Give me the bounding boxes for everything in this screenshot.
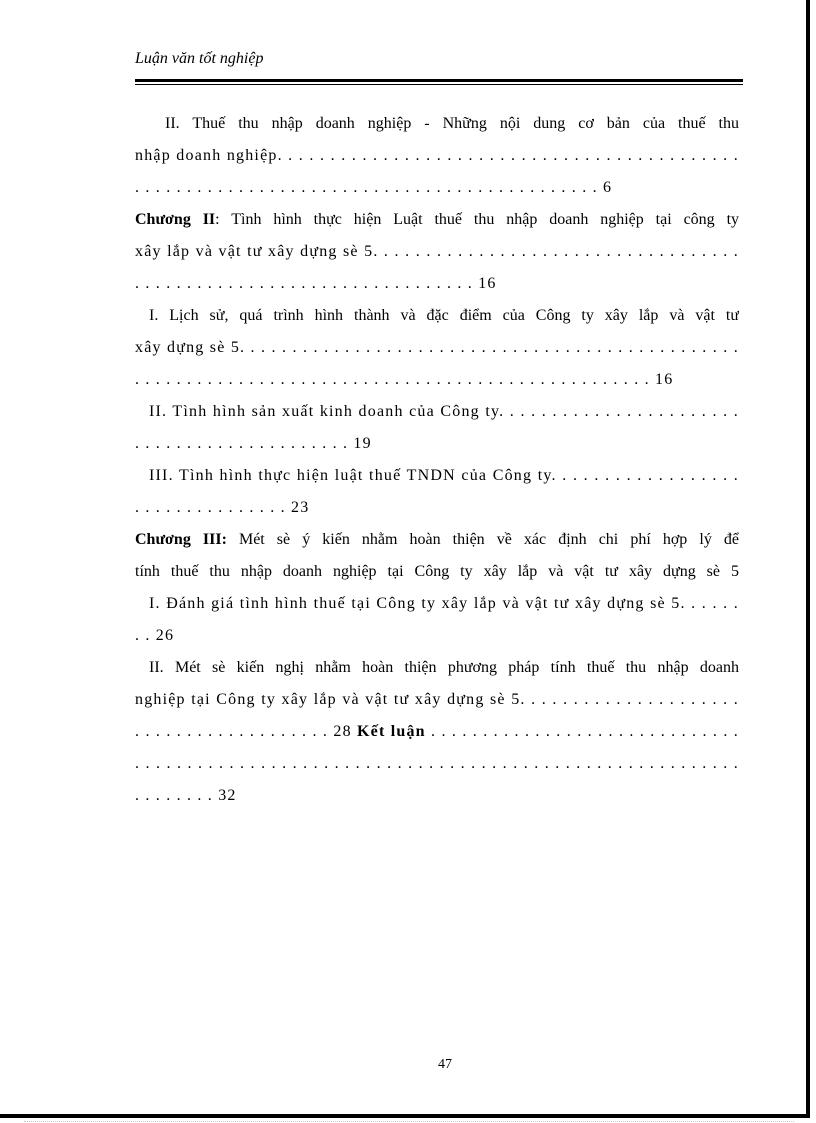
toc-entry-page [135,716,739,748]
table-of-contents [135,108,739,812]
toc-entry-page: . . . . . . . . . . . . . . . . . . . . . . . . . . . . . . . . . . . . . . . . . . . . . . . . . . 16 [135,371,674,388]
toc-entry-text: nghiệp tại Công ty xây lắp và vật tư xây dựng sè 5. . . . . . . . . . . . . . . . . . . . . [135,691,739,708]
header-rule-thin [135,84,743,85]
page-border-right [806,0,810,1118]
toc-entry-text: xây dựng sè 5. . . . . . . . . . . . . . . . . . . . . . . . . . . . . . . . . . . . . . . . . . . . . . . . [135,339,739,356]
header-rule-thick [135,79,743,82]
page-number: 47 [438,1057,452,1072]
toc-entry-page: . . . . . . . . . . . . . . . 23 [135,499,310,516]
toc-entry-text: nhập doanh nghiệp. . . . . . . . . . . . . . . . . . . . . . . . . . . . . . . . . . . . . . . . . . . . [135,147,739,164]
running-header: Luận văn tốt nghiệp [135,50,264,67]
toc-entry-text: II. Mét sè kiến nghị nhằm hoàn thiện phương pháp tính thuế thu nhập doanh [149,659,739,676]
chapter-title: : Tình hình thực hiện Luật thuế thu nhập doanh nghiệp tại công ty [215,211,739,228]
toc-entry-page: . . . . . . . . . . . . . . . . . . . . . 19 [135,435,372,452]
toc-entry-text: II. Tình hình sản xuất kinh doanh của Công ty. . . . . . . . . . . . . . . . . . . . . . . [149,403,739,420]
toc-entry-text: I. Lịch sử, quá trình hình thành và đặc điểm của Công ty xây lắp và vật tư [149,307,739,324]
conclusion-heading: Kết luận [357,723,426,740]
toc-chapter-heading [135,204,739,236]
chapter-label: Chương III: [135,531,227,548]
toc-entry-page: . . . . . . . . 32 [135,787,237,804]
toc-page-dots: . . . . . . . . . . . . . . . . . . . . . . . . . . . . . . [431,723,739,740]
toc-entry-text: . . . . . . . . . . . . . . . . . . . . . . . . . . . . . . . . . . . . . . . . . . . . . . . . . . . . . . . . . . [135,755,739,772]
page-border-bottom [0,1114,810,1118]
toc-page-dots: . . . . . . . . . . . . . . . . . . . 28 [135,723,358,740]
toc-entry-text: xây lắp và vật tư xây dựng sè 5. . . . . . . . . . . . . . . . . . . . . . . . . . . . . . . . . . . [135,243,739,260]
toc-chapter-heading [135,524,739,556]
chapter-label: Chương II [135,211,216,228]
page-divider [24,1121,794,1122]
toc-entry-page: . . 26 [135,627,175,644]
toc-entry-text: III. Tình hình thực hiện luật thuế TNDN của Công ty. . . . . . . . . . . . . . . . . . [149,467,739,484]
chapter-title: Mét sè ý kiến nhằm hoàn thiện về xác định chi phí hợp lý để [226,531,739,548]
toc-entry-page: . . . . . . . . . . . . . . . . . . . . . . . . . . . . . . . . . 16 [135,275,497,292]
toc-entry-text: II. Thuế thu nhập doanh nghiệp - Những nội dung cơ bản của thuế thu [165,115,739,132]
toc-entry-page: . . . . . . . . . . . . . . . . . . . . . . . . . . . . . . . . . . . . . . . . . . . . . 6 [135,179,613,196]
toc-entry-text: I. Đánh giá tình hình thuế tại Công ty xây lắp và vật tư xây dựng sè 5. . . . . . [149,595,739,612]
toc-entry-text: tính thuế thu nhập doanh nghiệp tại Công ty xây lắp và vật tư xây dựng sè 5 [135,563,739,580]
